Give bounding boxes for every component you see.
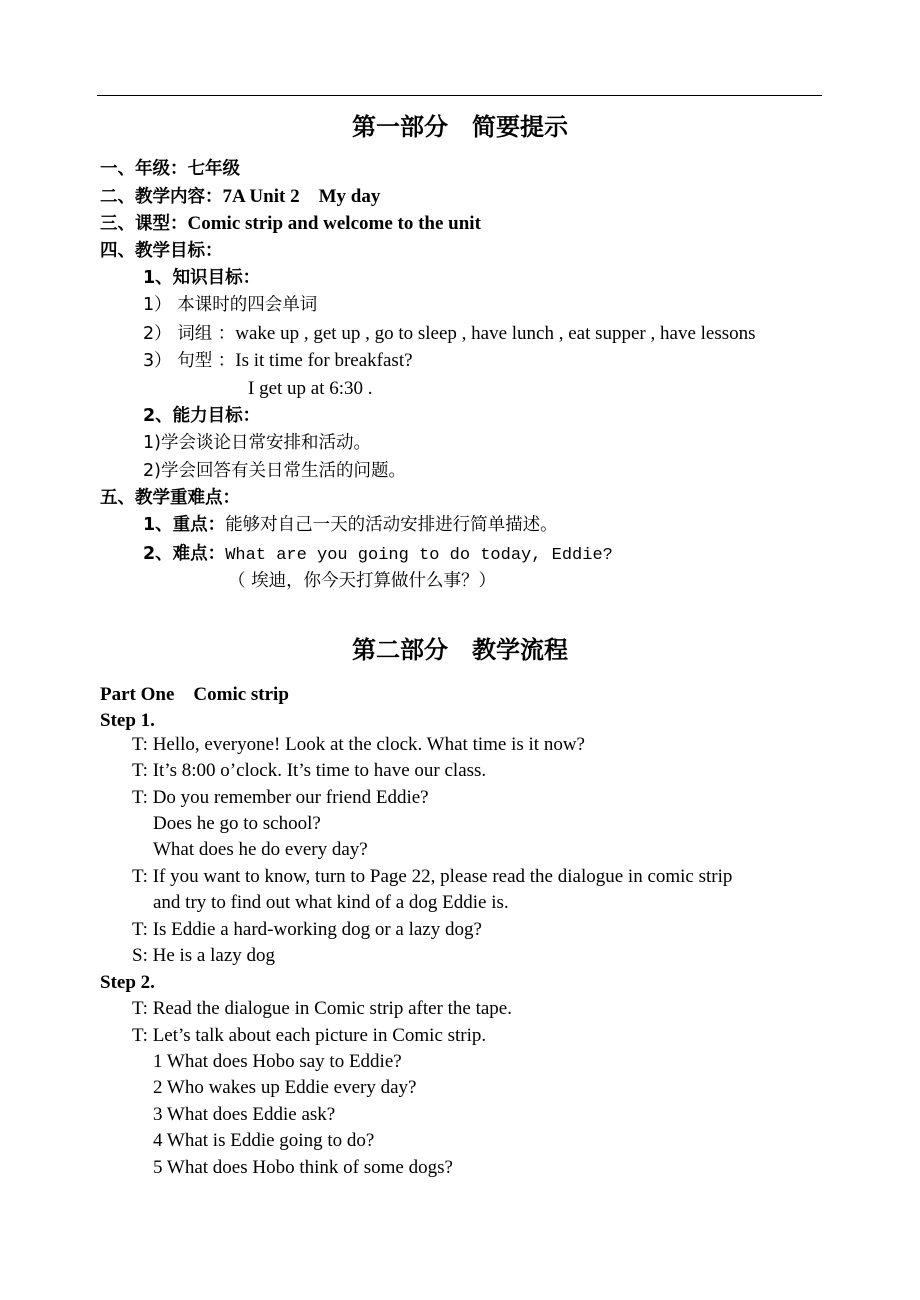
difficult-point-line	[143, 542, 613, 568]
step1-line-9: S: He is a lazy dog	[132, 945, 276, 966]
part1-title: 第一部分 简要提示	[352, 113, 568, 141]
part2-title: 第二部分 教学流程	[352, 636, 568, 664]
knowledge-item-2-value: wake up , get up , go to sleep , have lunch , eat supper , have lessons	[235, 323, 756, 344]
grade-line	[100, 157, 240, 181]
ability-heading: 2、能力目标：	[143, 406, 261, 426]
type-label: 三、课型：	[100, 214, 188, 234]
step1-line-2: T: It’s 8:00 o’clock. It’s time to have our class.	[132, 760, 487, 781]
ability-item-2: 2)学会回答有关日常生活的问题。	[143, 461, 406, 481]
knowledge-item-2	[143, 322, 756, 346]
knowledge-item-1: 1） 本课时的四会单词	[143, 295, 318, 315]
difficult-point-translation: （ 埃迪，你今天打算做什么事？）	[228, 571, 497, 591]
type-value: Comic strip and welcome to the unit	[187, 213, 481, 234]
header-rule	[97, 95, 822, 96]
step2-question-1: 1 What does Hobo say to Eddie?	[153, 1051, 402, 1072]
step1-line-7: and try to find out what kind of a dog Eddie is.	[153, 892, 509, 913]
difficult-point-value: What are you going to do today, Eddie?	[225, 546, 613, 565]
knowledge-item-3-value-2: I get up at 6:30 .	[248, 378, 373, 399]
step1-line-6: T: If you want to know, turn to Page 22, please read the dialogue in comic strip	[132, 866, 733, 887]
step2-line-2: T: Let’s talk about each picture in Comic strip.	[132, 1025, 487, 1046]
knowledge-item-2-label: 2） 词组 ：	[143, 324, 236, 344]
step1-line-4: Does he go to school?	[153, 813, 321, 834]
difficult-point-label: 2、难点：	[143, 544, 226, 564]
knowledge-item-3	[143, 349, 413, 373]
step1-line-8: T: Is Eddie a hard-working dog or a lazy dog?	[132, 919, 482, 940]
step2-question-4: 4 What is Eddie going to do?	[153, 1130, 375, 1151]
step1-line-1: T: Hello, everyone! Look at the clock. What time is it now?	[132, 734, 585, 755]
content-line	[100, 185, 380, 209]
content-label: 二、教学内容：	[100, 187, 223, 207]
grade-label: 一、年级：	[100, 159, 188, 179]
key-point-value: 能够对自己一天的活动安排进行简单描述。	[225, 515, 558, 535]
step1-line-5: What does he do every day?	[153, 839, 368, 860]
step2-question-2: 2 Who wakes up Eddie every day?	[153, 1077, 417, 1098]
type-line	[100, 212, 481, 236]
part-one-heading: Part One Comic strip	[100, 684, 289, 705]
step2-question-5: 5 What does Hobo think of some dogs?	[153, 1157, 453, 1178]
objectives-heading: 四、教学目标：	[100, 241, 223, 261]
ability-item-1: 1)学会谈论日常安排和活动。	[143, 433, 371, 453]
focus-heading: 五、教学重难点：	[100, 488, 240, 508]
step1-heading: Step 1.	[100, 710, 155, 731]
step2-question-3: 3 What does Eddie ask?	[153, 1104, 336, 1125]
knowledge-item-3-label: 3） 句型 ：	[143, 351, 236, 371]
key-point-line	[143, 513, 558, 537]
grade-value: 七年级	[187, 159, 240, 179]
knowledge-heading: 1、知识目标：	[143, 268, 261, 288]
step2-line-1: T: Read the dialogue in Comic strip after the tape.	[132, 998, 512, 1019]
key-point-label: 1、重点：	[143, 515, 226, 535]
content-value: 7A Unit 2 My day	[222, 186, 381, 207]
knowledge-item-3-value: Is it time for breakfast?	[235, 350, 413, 371]
step2-heading: Step 2.	[100, 972, 155, 993]
step1-line-3: T: Do you remember our friend Eddie?	[132, 787, 429, 808]
